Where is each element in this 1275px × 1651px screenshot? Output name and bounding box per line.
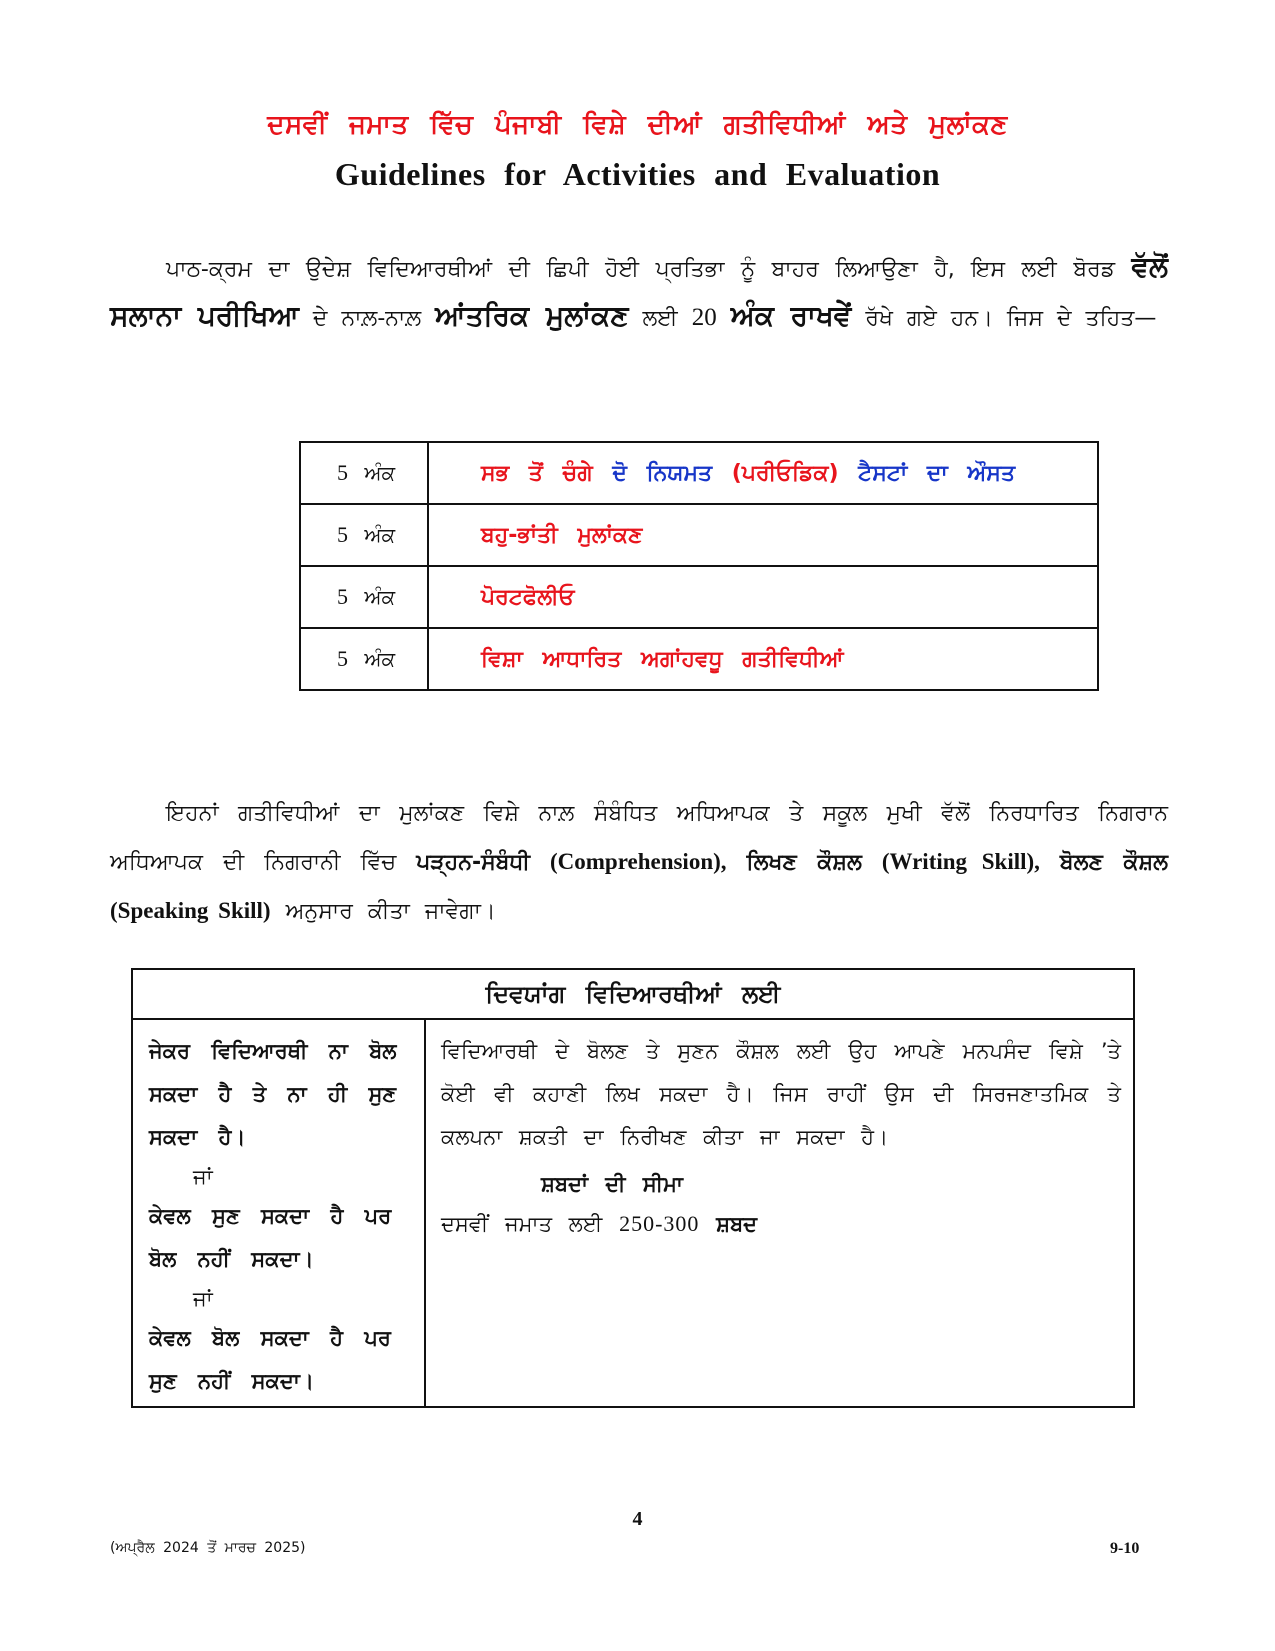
- skill-writing-pa: ਲਿਖਣ ਕੌਸ਼ਲ: [746, 850, 862, 875]
- page-title-english: Guidelines for Activities and Evaluation: [334, 156, 941, 192]
- column-divider: [424, 1018, 426, 1406]
- skill-speaking-pa: ਬੋਲਣ ਕੌਸ਼ਲ: [1059, 850, 1168, 875]
- table-row: [300, 628, 1098, 690]
- intro-text-1: ਪਾਠ-ਕ੍ਰਮ ਦਾ ਉਦੇਸ਼ ਵਿਦਿਆਰਥੀਆਂ ਦੀ ਛਿਪੀ ਹੋਈ ਪ੍ਰਤਿਭਾ ਨੂੰ ਬਾਹਰ ਲਿਆਉਣਾ ਹੈ, ਇਸ ਲਈ ਬੋਰਡ: [166, 257, 1116, 282]
- word-limit-suffix: ਸ਼ਬਦ: [716, 1212, 758, 1236]
- activity-text-red: ਸਭ ਤੋਂ ਚੰਗੇ: [481, 460, 593, 486]
- intro-text-4: ਰੱਖੇ ਗਏ ਹਨ। ਜਿਸ ਦੇ ਤਹਿਤ—: [865, 306, 1157, 331]
- instructions-column: [441, 1030, 1121, 1246]
- skill-comprehension-pa: ਪੜ੍ਹਨ-ਸੰਬੰਧੀ: [416, 850, 530, 875]
- marks-cell: [300, 504, 428, 566]
- activity-cell: ਵਿਸ਼ਾ ਆਧਾਰਿਤ ਅਗਾਂਹਵਧੂ ਗਤੀਵਿਧੀਆਂ: [428, 628, 1098, 690]
- activity-cell: ਪੋਰਟਫੋਲੀਓ: [428, 566, 1098, 628]
- marks-word: ਅੰਕ: [364, 647, 396, 671]
- intro-text-3: ਲਈ: [642, 306, 678, 331]
- skill-writing-en: (Writing Skill),: [881, 849, 1040, 874]
- marks-cell: [300, 566, 428, 628]
- conditions-column: [149, 1030, 409, 1403]
- intro-text-2: ਦੇ ਨਾਲ਼-ਨਾਲ਼: [312, 306, 422, 331]
- evaluation-text-2: ਅਨੁਸਾਰ ਕੀਤਾ ਜਾਵੇਗਾ।: [285, 899, 496, 924]
- activity-cell: [428, 442, 1098, 504]
- intro-paragraph: [110, 244, 1168, 342]
- word-limit-range: 250-300: [619, 1211, 700, 1236]
- condition-can-hear-only: ਕੇਵਲ ਸੁਣ ਸਕਦਾ ਹੈ ਪਰ ਬੋਲ ਨਹੀਂ ਸਕਦਾ।: [149, 1204, 392, 1271]
- condition-can-speak-only: ਕੇਵਲ ਬੋਲ ਸਕਦਾ ਹੈ ਪਰ ਸੁਣ ਨਹੀਂ ਸਕਦਾ।: [149, 1326, 391, 1393]
- intro-bold-annual-exam: ਵੱਲੋਂ ਸਲਾਨਾ ਪਰੀਖਿਆ: [110, 250, 1168, 332]
- evaluation-text-1: ਇਹਨਾਂ ਗਤੀਵਿਧੀਆਂ ਦਾ ਮੁਲਾਂਕਣ ਵਿਸ਼ੇ ਨਾਲ਼ ਸੰਬੰਧਿਤ ਅਧਿਆਪਕ ਤੇ ਸਕੂਲ ਮੁਖੀ ਵੱਲੋਂ ਨਿਰਧਾਰਿਤ ਨਿਗਰਾਨ ਅਧਿਆਪਕ ਦੀ ਨਿਗਰਾਨੀ ਵਿੱਚ: [110, 801, 1168, 875]
- instruction-text: ਵਿਦਿਆਰਥੀ ਦੇ ਬੋਲਣ ਤੇ ਸੁਣਨ ਕੌਸ਼ਲ ਲਈ ਉਹ ਆਪਣੇ ਮਨਪਸੰਦ ਵਿਸ਼ੇ ’ਤੇ ਕੋਈ ਵੀ ਕਹਾਣੀ ਲਿਖ ਸਕਦਾ ਹੈ। ਜਿਸ ਰਾਹੀਂ ਉਸ ਦੀ ਸਿਰਜਣਾਤਮਿਕ ਤੇ ਕਲਪਨਾ ਸ਼ਕਤੀ ਦਾ ਨਿਰੀਖਣ ਕੀਤਾ ਜਾ ਸਕਦਾ ਹੈ।: [441, 1039, 1121, 1149]
- disabled-students-box: [131, 968, 1135, 1408]
- marks-distribution-table: [299, 441, 1099, 691]
- intro-bold-reserved-marks: ਅੰਕ ਰਾਖਵੇਂ: [730, 299, 852, 332]
- word-limit-prefix: ਦਸਵੀਂ ਜਮਾਤ ਲਈ: [441, 1212, 603, 1236]
- evaluation-paragraph: [110, 790, 1168, 936]
- marks-number: 5: [337, 646, 348, 671]
- box-heading: ਦਿਵਯਾਂਗ ਵਿਦਿਆਰਥੀਆਂ ਲਈ: [133, 970, 1133, 1020]
- table-row: [300, 504, 1098, 566]
- marks-cell: [300, 442, 428, 504]
- word-limit-title: ਸ਼ਬਦਾਂ ਦੀ ਸੀਮਾ: [541, 1172, 683, 1196]
- marks-number: 5: [337, 460, 348, 485]
- table-row: [300, 566, 1098, 628]
- or-separator: ਜਾਂ: [193, 1287, 213, 1311]
- condition-cannot-speak-or-hear: ਜੇਕਰ ਵਿਦਿਆਰਥੀ ਨਾ ਬੋਲ ਸਕਦਾ ਹੈ ਤੇ ਨਾ ਹੀ ਸੁਣ ਸਕਦਾ ਹੈ।: [149, 1039, 397, 1149]
- skill-speaking-en: (Speaking Skill): [110, 898, 271, 923]
- activity-text-red-2: (ਪਰੀਓਡਿਕ): [731, 460, 839, 486]
- page-title-punjabi: ਦਸਵੀਂ ਜਮਾਤ ਵਿੱਚ ਪੰਜਾਬੀ ਵਿਸ਼ੇ ਦੀਆਂ ਗਤੀਵਿਧੀਆਂ ਅਤੇ ਮੁਲਾਂਕਣ: [267, 110, 1008, 140]
- page-number: 4: [632, 1508, 643, 1530]
- marks-number: 5: [337, 522, 348, 547]
- activity-text-blue: ਦੋ ਨਿਯਮਤ: [612, 460, 713, 486]
- marks-cell: [300, 628, 428, 690]
- intro-marks-number: 20: [691, 304, 717, 331]
- skill-comprehension-en: (Comprehension),: [549, 849, 727, 874]
- marks-word: ਅੰਕ: [364, 585, 396, 609]
- marks-number: 5: [337, 584, 348, 609]
- footer-session: (ਅਪ੍ਰੈਲ 2024 ਤੋਂ ਮਾਰਚ 2025): [110, 1540, 306, 1556]
- word-limit-text: [441, 1202, 1121, 1246]
- or-separator: ਜਾਂ: [193, 1165, 213, 1189]
- table-row: [300, 442, 1098, 504]
- marks-word: ਅੰਕ: [364, 523, 396, 547]
- intro-bold-internal-assessment: ਆਂਤਰਿਕ ਮੁਲਾਂਕਣ: [435, 299, 629, 332]
- activity-cell: ਬਹੁ-ਭਾਂਤੀ ਮੁਲਾਂਕਣ: [428, 504, 1098, 566]
- marks-word: ਅੰਕ: [364, 461, 396, 485]
- activity-text-blue-2: ਟੈਸਟਾਂ ਦਾ ਔਸਤ: [858, 460, 1016, 486]
- footer-class-code: 9-10: [1110, 1540, 1140, 1557]
